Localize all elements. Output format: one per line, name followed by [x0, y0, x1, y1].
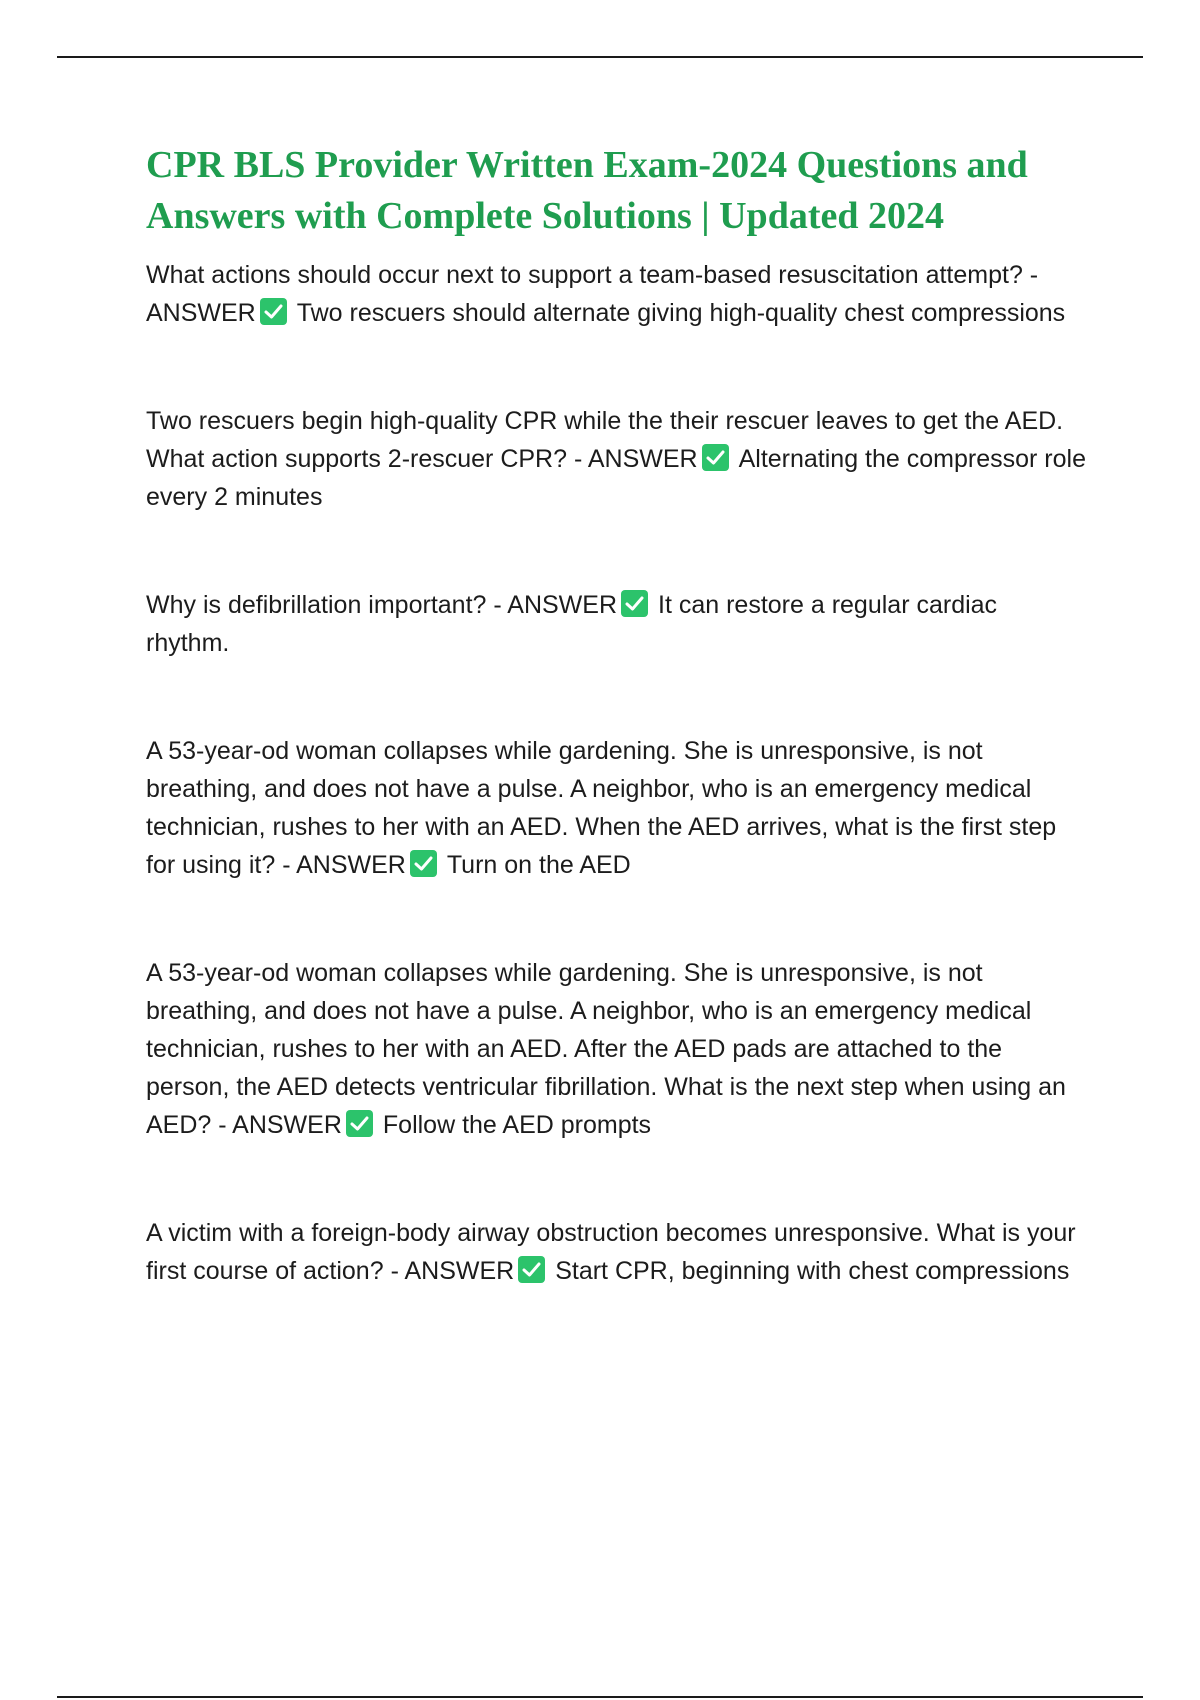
answer-text: Two rescuers should alternate giving high-quality chest compressions	[296, 299, 1066, 327]
document-body	[146, 140, 1086, 1290]
check-box-icon	[346, 1110, 373, 1137]
check-box-icon	[702, 444, 729, 471]
separator: -	[486, 591, 508, 619]
separator: -	[211, 1111, 233, 1139]
qa-item	[146, 732, 1086, 884]
answer-text: Turn on the AED	[446, 851, 631, 879]
check-box-icon	[621, 590, 648, 617]
answer-label: ANSWER	[404, 1257, 515, 1285]
separator: -	[275, 851, 297, 879]
separator: -	[383, 1257, 405, 1285]
question-text: Why is defibrillation important?	[146, 591, 487, 619]
question-text: Two rescuers begin high-quality CPR while the their rescuer leaves to get the AED. What action supports 2-rescuer CPR?	[146, 407, 1064, 473]
document-title: CPR BLS Provider Written Exam-2024 Questions and Answers with Complete Solutions | Updated 2024	[146, 144, 1028, 237]
separator: -	[1022, 261, 1039, 289]
check-box-icon	[260, 298, 287, 325]
bottom-rule	[57, 1696, 1143, 1698]
separator: -	[567, 445, 588, 473]
question-text: A 53-year-od woman collapses while gardening. She is unresponsive, is not breathing, and does not have a pulse. A neighbor, who is an emergency medical technician, rushes to her with an AED. After the AED pads are attached to the person, the AED detects ventricular fibrillation. What is the next step when using an AED?	[146, 959, 1066, 1139]
question-text: A 53-year-od woman collapses while gardening. She is unresponsive, is not breathing, and does not have a pulse. A neighbor, who is an emergency medical technician, rushes to her with an AED. When the AED arrives, what is the first step for using it?	[146, 737, 1057, 879]
answer-text: Start CPR, beginning with chest compressions	[555, 1257, 1070, 1285]
check-box-icon	[518, 1256, 545, 1283]
answer-label: ANSWER	[507, 591, 617, 619]
answer-text: Alternating the compressor role every 2 minutes	[146, 445, 1086, 511]
answer-label: ANSWER	[146, 299, 256, 327]
qa-item	[146, 402, 1086, 516]
qa-item	[146, 1214, 1086, 1290]
answer-label: ANSWER	[587, 445, 698, 473]
answer-text: Follow the AED prompts	[382, 1111, 652, 1139]
qa-item	[146, 586, 1086, 662]
question-text: What actions should occur next to support a team-based resuscitation attempt?	[146, 261, 1023, 289]
question-text: A victim with a foreign-body airway obstruction becomes unresponsive. What is your first course of action?	[146, 1219, 1076, 1285]
top-rule	[57, 56, 1143, 58]
answer-text: It can restore a regular cardiac rhythm.	[146, 591, 998, 657]
answer-label: ANSWER	[232, 1111, 342, 1139]
check-box-icon	[410, 850, 437, 877]
qa-list	[146, 256, 1086, 1290]
qa-item	[146, 256, 1086, 332]
qa-item	[146, 954, 1086, 1144]
answer-label: ANSWER	[296, 851, 406, 879]
